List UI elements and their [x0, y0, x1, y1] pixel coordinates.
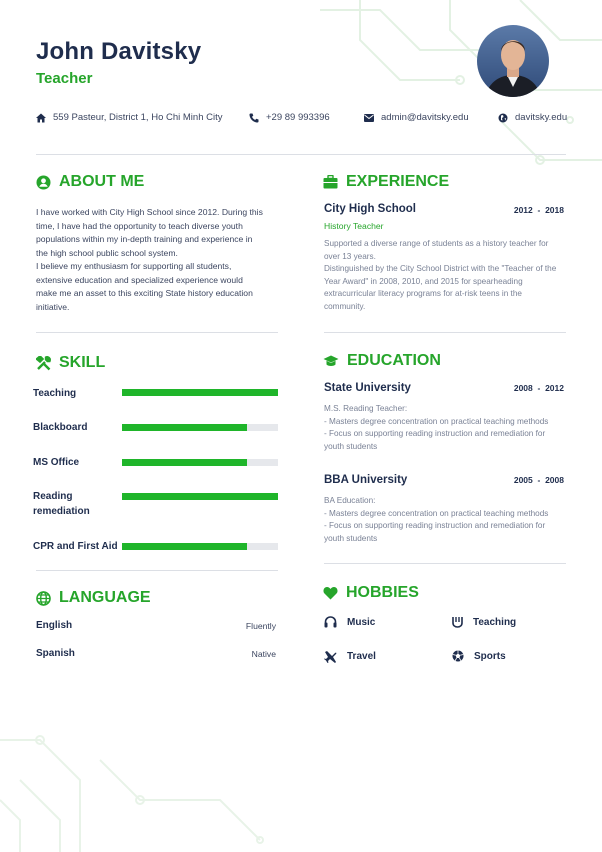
education-description [324, 403, 569, 453]
candidate-role: Teacher [36, 70, 93, 87]
description-line: Year Award" in 2008, 2010, and 2015 for spearheading [324, 276, 523, 286]
about-line: initiative. [36, 301, 70, 312]
description-line: Supported a diverse range of students as a history teacher for [324, 239, 549, 248]
experience-section-title [323, 173, 449, 191]
skill-label: Blackboard [33, 422, 88, 433]
skill-bar-fill [122, 459, 247, 466]
about-line: I believe my enthusiasm for supporting all students, [36, 261, 232, 271]
home-icon [36, 113, 46, 123]
education-description [324, 495, 569, 545]
board-icon [452, 616, 463, 628]
date-end: 2008 [545, 475, 564, 485]
skill-section-title [36, 354, 105, 372]
date-separator: - [535, 383, 543, 393]
hobby-item [324, 616, 375, 628]
phone-icon [249, 113, 259, 123]
skill-bar [122, 459, 278, 466]
date-end: 2012 [545, 383, 564, 393]
description-line: youth students [324, 533, 378, 543]
graduation-cap-icon [323, 355, 339, 368]
education-school: State University [324, 382, 411, 394]
description-line: - Focus on supporting reading instruction and remediation for [324, 521, 546, 530]
education-dates [494, 383, 564, 393]
about-line: I have worked with City High School since 2012. During this [36, 207, 263, 217]
skill-bar-fill [122, 389, 278, 396]
header-divider [36, 154, 566, 155]
address-text: 559 Pasteur, District 1, Ho Chi Minh City [53, 112, 223, 123]
description-line: over 13 years. [324, 251, 376, 261]
globe-icon [498, 113, 508, 123]
about-line: populations within my in-depth training and experience in [36, 234, 253, 244]
language-name: Spanish [36, 648, 75, 659]
education-divider [324, 563, 566, 564]
hobby-item [324, 650, 376, 663]
globe-icon [36, 591, 51, 606]
description-line: - Masters degree concentration on practical teaching methods [324, 508, 549, 518]
user-circle-icon [36, 175, 51, 190]
skill-label: Reading remediation [33, 491, 90, 517]
description-line: - Masters degree concentration on practical teaching methods [324, 416, 549, 426]
skill-bar [122, 543, 278, 550]
tools-icon [36, 356, 51, 371]
skill-heading: SKILL [59, 354, 106, 371]
date-separator: - [535, 475, 543, 485]
education-section-title [323, 352, 441, 370]
hobby-label: Sports [474, 650, 506, 662]
date-end: 2018 [545, 205, 564, 215]
background-pattern-bottom [0, 700, 302, 852]
description-line: community. [324, 301, 366, 311]
description-line: Distinguished by the City School District with the "Teacher of the [324, 264, 557, 273]
about-line: extensive education and specialized experience would [36, 274, 243, 285]
skill-bar [122, 493, 278, 500]
hobby-label: Music [347, 616, 376, 628]
about-line: make me an asset to this exciting State history education [36, 288, 253, 298]
date-separator: - [535, 205, 543, 215]
mail-icon [364, 114, 374, 122]
experience-position: History Teacher [324, 221, 384, 231]
hobbies-heading: HOBBIES [346, 584, 419, 601]
experience-description [324, 238, 569, 313]
about-divider [36, 332, 278, 333]
skill-label: Teaching [33, 388, 77, 399]
about-text [36, 206, 286, 314]
language-level: Fluently [245, 621, 276, 631]
skill-label: MS Office [33, 457, 80, 468]
website-text[interactable]: davitsky.edu [515, 112, 568, 123]
hobby-item [452, 616, 516, 628]
about-heading: ABOUT ME [59, 173, 145, 190]
about-line: time, I have had the opportunity to teach diverse youth [36, 220, 243, 231]
experience-divider [324, 332, 566, 333]
about-section-title [36, 173, 144, 191]
skill-divider [36, 570, 278, 571]
date-start: 2008 [513, 383, 533, 393]
description-line: - Focus on supporting reading instruction and remediation for [324, 429, 546, 438]
description-line: youth students [324, 441, 378, 451]
education-heading: EDUCATION [347, 352, 441, 369]
education-dates [494, 475, 564, 485]
skill-label: CPR and First Aid [33, 541, 118, 552]
date-start: 2005 [513, 475, 533, 485]
contact-address [36, 112, 222, 123]
date-start: 2012 [513, 205, 533, 215]
heart-icon [323, 586, 338, 600]
contact-phone [249, 112, 330, 123]
hobby-label: Teaching [473, 616, 517, 628]
experience-org: City High School [324, 203, 416, 215]
plane-icon [324, 650, 337, 663]
contact-website [498, 112, 567, 123]
language-level: Native [251, 649, 276, 659]
candidate-name: John Davitsky [36, 38, 202, 65]
skill-bar [122, 424, 278, 431]
headphones-icon [324, 616, 337, 628]
avatar [477, 25, 549, 97]
about-line: the high school public school system. [36, 247, 178, 258]
skill-bar [122, 389, 278, 396]
education-school: BBA University [324, 474, 408, 486]
description-line: BA Education: [324, 496, 376, 505]
skill-bar-fill [122, 424, 247, 431]
experience-dates [494, 205, 564, 215]
background-pattern-top [300, 0, 602, 200]
contact-email [364, 112, 469, 123]
experience-heading: EXPERIENCE [346, 173, 450, 190]
hobbies-section-title [323, 584, 419, 602]
description-line: extracurricular literacy programs for at-risk teens in the [324, 289, 522, 298]
email-text[interactable]: admin@davitsky.edu [381, 112, 469, 123]
hobby-item [452, 650, 506, 662]
description-line: M.S. Reading Teacher: [324, 404, 408, 413]
language-heading: LANGUAGE [59, 589, 151, 606]
ball-icon [452, 650, 464, 662]
language-name: English [36, 620, 73, 631]
skill-bar-fill [122, 543, 247, 550]
language-section-title [36, 589, 151, 607]
phone-text: +29 89 993396 [266, 112, 330, 123]
hobby-label: Travel [347, 651, 376, 662]
skill-bar-fill [122, 493, 278, 500]
briefcase-icon [323, 175, 338, 189]
